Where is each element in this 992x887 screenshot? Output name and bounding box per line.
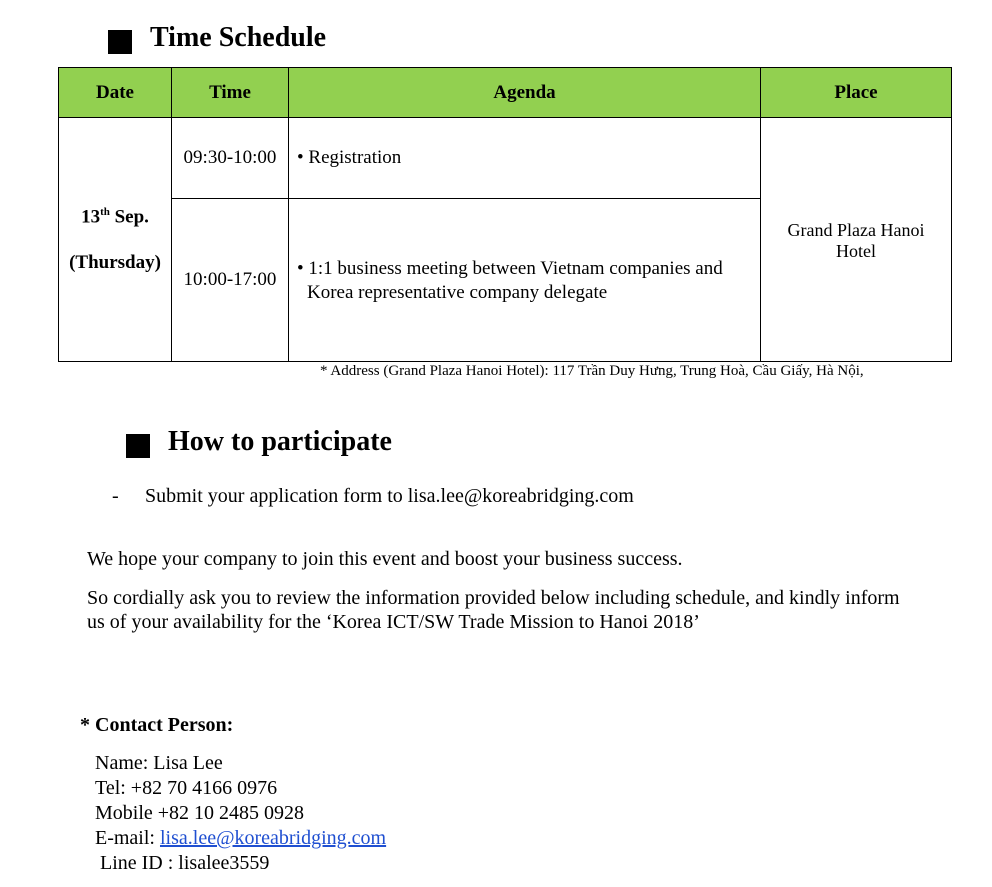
participate-bullet: - bbox=[112, 485, 119, 507]
agenda-2-line2: Korea representative company delegate bbox=[307, 282, 608, 303]
schedule-heading-block bbox=[108, 22, 326, 54]
date-day bbox=[59, 206, 171, 228]
contact-email-label: E-mail: bbox=[95, 827, 160, 849]
time-1: 09:30-10:00 bbox=[183, 147, 277, 168]
contact-name: Name: Lisa Lee bbox=[95, 752, 223, 774]
agenda-cell-1 bbox=[288, 117, 761, 199]
col-header-time: Time bbox=[171, 67, 289, 118]
square-bullet-icon bbox=[108, 30, 132, 54]
time-cell-2 bbox=[171, 198, 289, 362]
col-header-agenda: Agenda bbox=[288, 67, 761, 118]
contact-email-row bbox=[95, 827, 386, 850]
date-weekday: (Thursday) bbox=[69, 252, 161, 273]
message-line1: We hope your company to join this event and boost your business success. bbox=[87, 548, 683, 570]
participate-item: Submit your application form to lisa.lee@koreabridging.com bbox=[145, 485, 634, 507]
col-header-place: Place bbox=[760, 67, 952, 118]
date-month: Sep. bbox=[114, 206, 149, 228]
participate-heading: How to participate bbox=[168, 426, 392, 457]
address-note: * Address (Grand Plaza Hanoi Hotel): 117 Trần Duy Hưng, Trung Hoà, Cầu Giấy, Hà Nội, bbox=[316, 363, 868, 380]
square-bullet-icon bbox=[126, 434, 150, 458]
agenda-2-line1: • 1:1 business meeting between Vietnam companies and bbox=[297, 258, 723, 279]
place-line1: Grand Plaza Hanoi bbox=[787, 220, 925, 240]
date-day-number: 13 bbox=[81, 206, 101, 228]
time-cell-1 bbox=[171, 117, 289, 199]
date-day-suffix: th bbox=[100, 206, 110, 218]
time-2: 10:00-17:00 bbox=[183, 269, 277, 290]
schedule-heading: Time Schedule bbox=[150, 22, 327, 53]
date-cell bbox=[58, 117, 172, 362]
place-line2: Hotel bbox=[836, 241, 876, 261]
agenda-cell-2 bbox=[288, 198, 761, 362]
contact-email-link[interactable]: lisa.lee@koreabridging.com bbox=[159, 827, 387, 849]
contact-heading: * Contact Person: bbox=[80, 714, 234, 736]
contact-tel: Tel: +82 70 4166 0976 bbox=[95, 777, 278, 799]
message-line2a: So cordially ask you to review the information provided below including schedule, and kindly inform bbox=[87, 587, 900, 609]
contact-mobile: Mobile +82 10 2485 0928 bbox=[95, 802, 305, 824]
message-line2b: us of your availability for the ‘Korea ICT/SW Trade Mission to Hanoi 2018’ bbox=[87, 611, 700, 633]
contact-line-id: Line ID : lisalee3559 bbox=[100, 852, 270, 874]
col-header-date: Date bbox=[58, 67, 172, 118]
participate-heading-block bbox=[126, 426, 392, 458]
place-cell bbox=[760, 117, 952, 362]
agenda-1: • Registration bbox=[297, 147, 402, 168]
